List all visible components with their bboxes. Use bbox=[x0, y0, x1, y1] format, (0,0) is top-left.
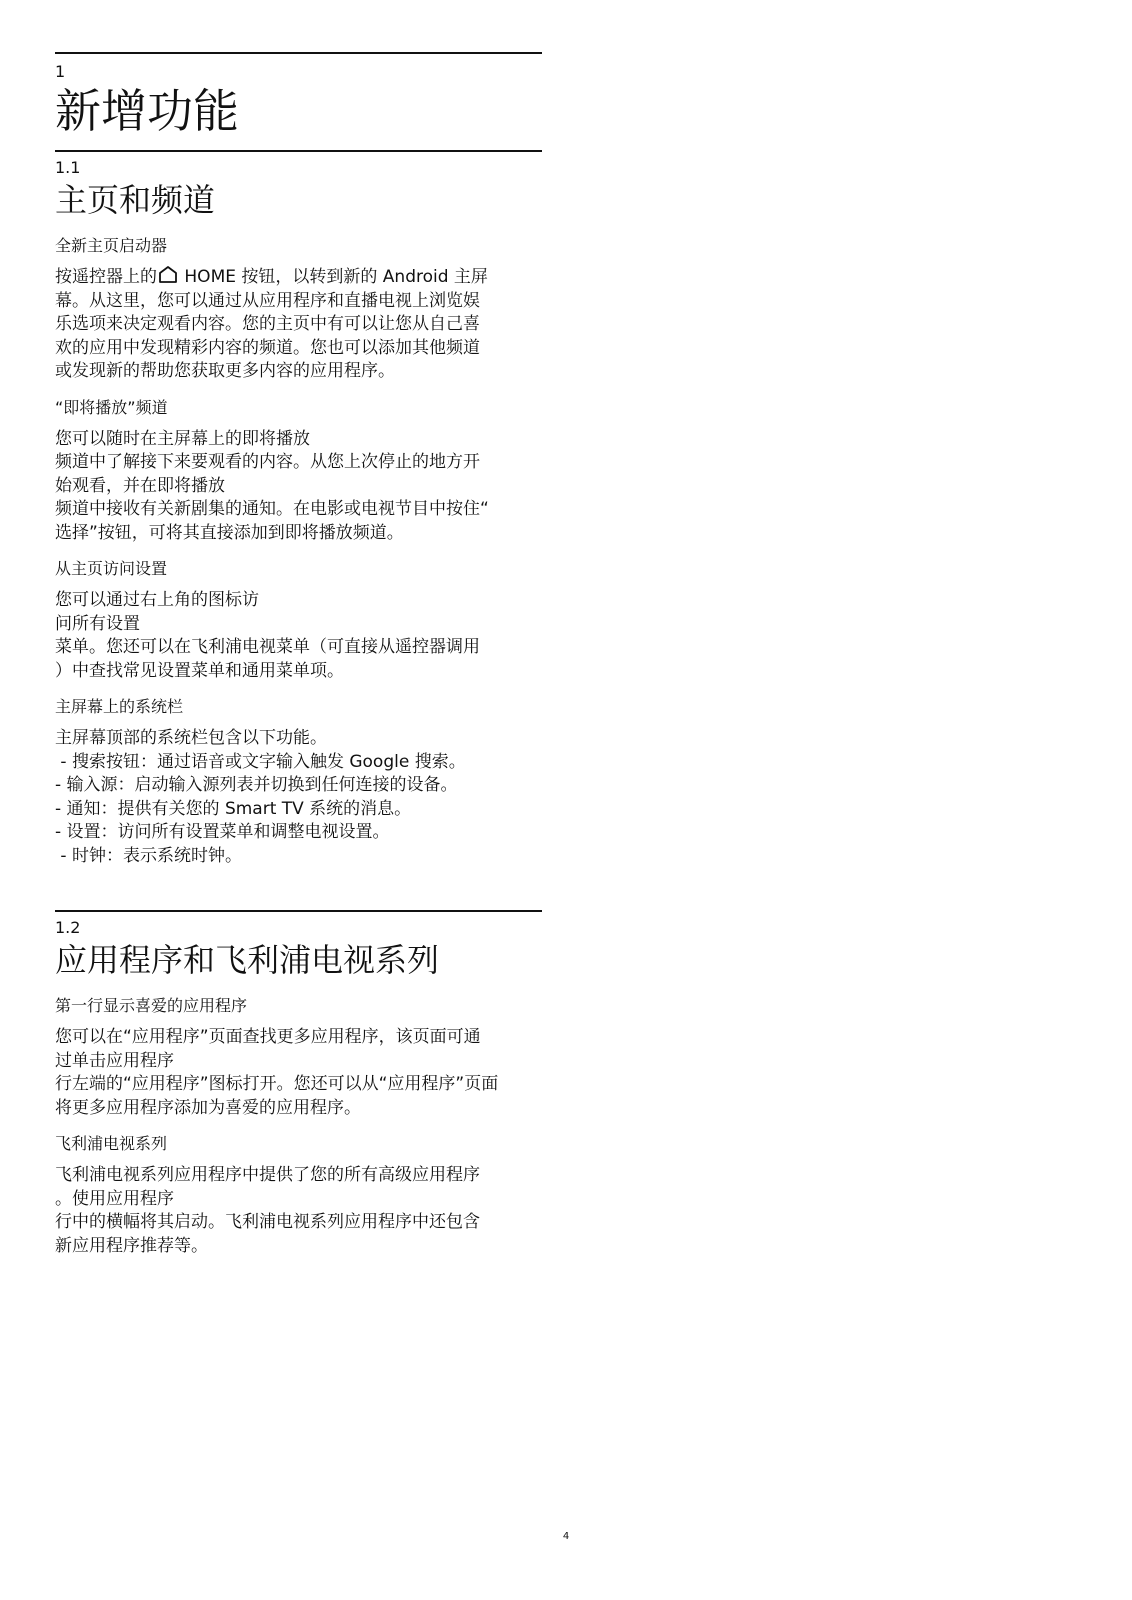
settings-line: ）中查找常见设置菜单和通用菜单项。 bbox=[55, 660, 344, 681]
list-item: - 时钟：表示系统时钟。 bbox=[55, 845, 242, 866]
launcher-line: 乐选项来决定观看内容。您的主页中有可以让您从自己喜 bbox=[55, 314, 480, 334]
collection-line: 飞利浦电视系列应用程序中提供了您的所有高级应用程序 bbox=[55, 1165, 480, 1185]
favorites-heading: 第一行显示喜爱的应用程序 bbox=[55, 996, 248, 1015]
list-item: - 输入源：启动输入源列表并切换到任何连接的设备。 bbox=[55, 775, 458, 795]
section-rule-2 bbox=[55, 910, 542, 912]
list-item: - 设置：访问所有设置菜单和调整电视设置。 bbox=[55, 822, 390, 842]
play-next-line: 频道中了解接下来要观看的内容。从您上次停止的地方开 bbox=[55, 452, 480, 472]
system-bar-heading: 主屏幕上的系统栏 bbox=[55, 697, 184, 716]
chapter-number: 1 bbox=[55, 62, 66, 81]
system-bar-intro: 主屏幕顶部的系统栏包含以下功能。 bbox=[55, 728, 327, 748]
favorites-line: 您可以在“应用程序”页面查找更多应用程序，该页面可通 bbox=[55, 1027, 481, 1047]
launcher-paragraph bbox=[55, 266, 542, 384]
favorites-line: 将更多应用程序添加为喜爱的应用程序。 bbox=[55, 1097, 361, 1118]
play-next-line: 您可以随时在主屏幕上的即将播放 bbox=[55, 428, 310, 449]
settings-heading: 从主页访问设置 bbox=[55, 559, 168, 578]
page-number: 4 bbox=[562, 1531, 570, 1542]
section-number-2: 1.2 bbox=[55, 918, 81, 937]
section-title-1: 主页和频道 bbox=[55, 181, 216, 219]
collection-line: 。使用应用程序 bbox=[55, 1188, 174, 1209]
launcher-line: 幕。从这里，您可以通过从应用程序和直播电视上浏览娱 bbox=[55, 290, 480, 311]
favorites-line: 过单击应用程序 bbox=[55, 1050, 174, 1071]
collection-line: 新应用程序推荐等。 bbox=[55, 1235, 208, 1256]
play-next-line: 始观看，并在即将播放 bbox=[55, 475, 225, 496]
play-next-line: 频道中接收有关新剧集的通知。在电影或电视节目中按住“ bbox=[55, 499, 489, 519]
collection-line: 行中的横幅将其启动。飞利浦电视系列应用程序中还包含 bbox=[55, 1212, 480, 1232]
settings-line: 菜单。您还可以在飞利浦电视菜单（可直接从遥控器调用 bbox=[55, 637, 480, 657]
home-icon bbox=[158, 266, 178, 283]
launcher-line: 或发现新的帮助您获取更多内容的应用程序。 bbox=[55, 361, 395, 381]
favorites-line: 行左端的“应用程序”图标打开。您还可以从“应用程序”页面 bbox=[55, 1074, 499, 1094]
chapter-title: 新增功能 bbox=[55, 84, 239, 138]
page-column bbox=[55, 0, 542, 1267]
list-item: - 搜索按钮：通过语音或文字输入触发 Google 搜索。 bbox=[55, 751, 466, 772]
settings-line: 问所有设置 bbox=[55, 613, 140, 634]
launcher-line: 欢的应用中发现精彩内容的频道。您也可以添加其他频道 bbox=[55, 337, 480, 358]
section-rule-1 bbox=[55, 150, 542, 152]
collection-paragraph bbox=[55, 1164, 542, 1258]
settings-line: 您可以通过右上角的图标访 bbox=[55, 590, 259, 610]
section-title-2: 应用程序和飞利浦电视系列 bbox=[55, 941, 440, 979]
list-item: - 通知：提供有关您的 Smart TV 系统的消息。 bbox=[55, 798, 412, 819]
play-next-heading: “即将播放”频道 bbox=[55, 397, 168, 417]
launcher-line-1: 按遥控器上的 HOME 按钮，以转到新的 Android 主屏 bbox=[55, 267, 488, 287]
section-number-1: 1.1 bbox=[55, 158, 81, 177]
chapter-rule bbox=[55, 52, 542, 54]
play-next-paragraph bbox=[55, 428, 542, 546]
play-next-line: 选择”按钮，可将其直接添加到即将播放频道。 bbox=[55, 522, 404, 543]
favorites-paragraph bbox=[55, 1026, 542, 1120]
launcher-heading: 全新主页启动器 bbox=[55, 236, 168, 255]
collection-heading: 飞利浦电视系列 bbox=[55, 1134, 168, 1153]
settings-paragraph bbox=[55, 589, 542, 683]
system-bar-list bbox=[55, 751, 542, 869]
